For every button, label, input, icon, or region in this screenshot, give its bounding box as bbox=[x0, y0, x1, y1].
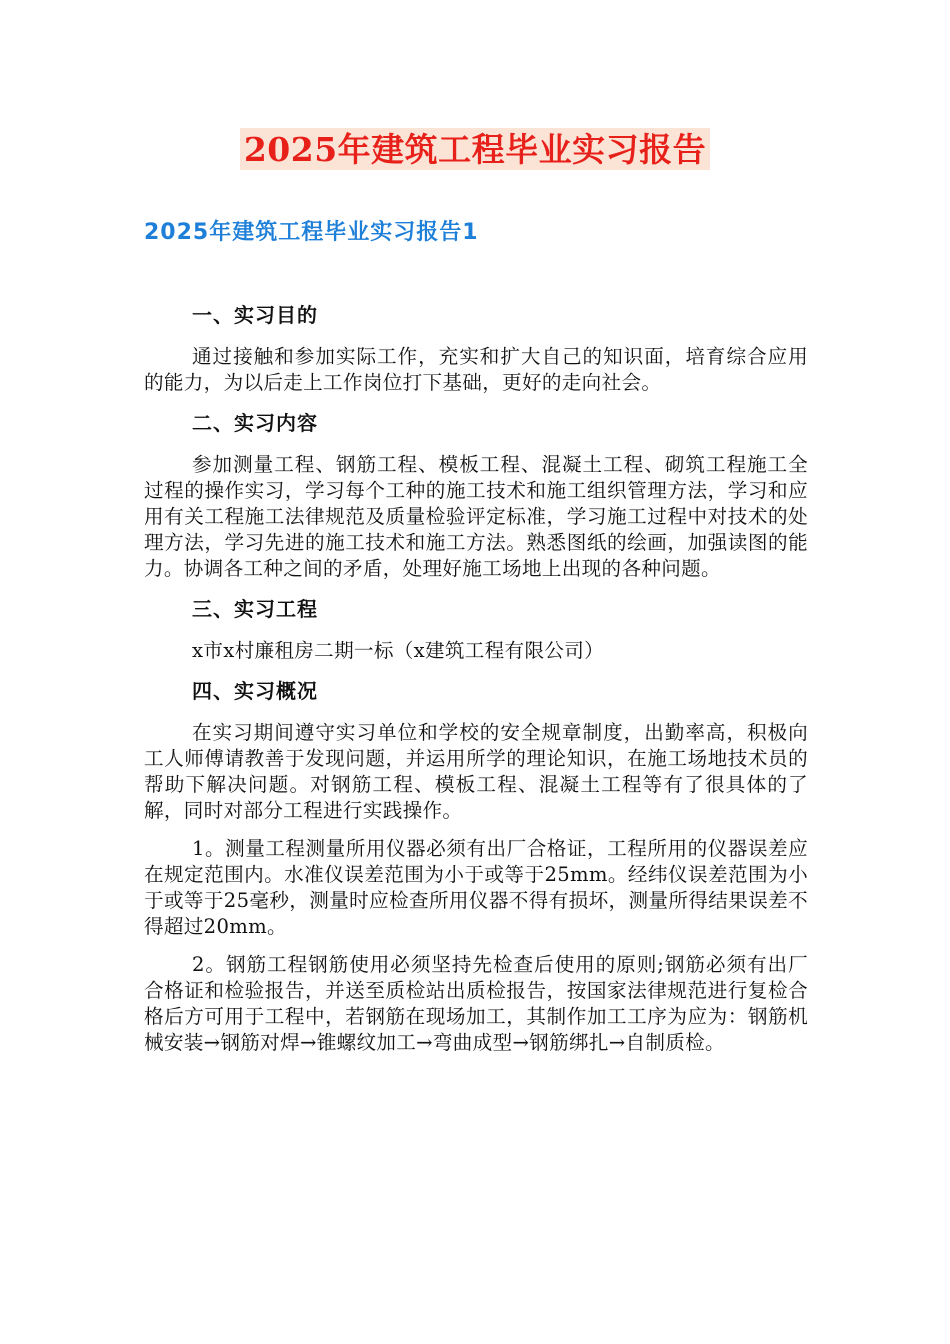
document-title: 2025年建筑工程毕业实习报告 bbox=[240, 128, 710, 170]
heading-overview: 四、实习概况 bbox=[192, 679, 318, 703]
paragraph-project: x市x村廉租房二期一标（x建筑工程有限公司） bbox=[192, 639, 605, 662]
heading-project: 三、实习工程 bbox=[192, 597, 318, 621]
paragraph-content: 参加测量工程、钢筋工程、模板工程、混凝土工程、砌筑工程施工全过程的操作实习，学习每个工种的施工技术和施工组织管理方法，学习和应用有关工程施工法律规范及质量检验评定标准，学习施工过程中对技术的处理方法，学习先进的施工技术和施工方法。熟悉图纸的绘画，加强读图的能力。协调各工种之间的矛盾，处理好施工场地上出现的各种问题。 bbox=[144, 453, 808, 580]
paragraph-purpose: 通过接触和参加实际工作，充实和扩大自己的知识面，培育综合应用的能力，为以后走上工作岗位打下基础，更好的走向社会。 bbox=[144, 345, 808, 394]
paragraph-overview: 在实习期间遵守实习单位和学校的安全规章制度，出勤率高，积极向工人师傅请教善于发现问题，并运用所学的理论知识，在施工场地技术员的帮助下解决问题。对钢筋工程、模板工程、混凝土工程等有了很具体的了解，同时对部分工程进行实践操作。 bbox=[144, 721, 808, 822]
heading-content: 二、实习内容 bbox=[192, 411, 318, 435]
heading-purpose: 一、实习目的 bbox=[192, 303, 318, 327]
section-title: 2025年建筑工程毕业实习报告1 bbox=[144, 220, 479, 245]
document-body bbox=[144, 300, 808, 1068]
paragraph-rebar: 2。钢筋工程钢筋使用必须坚持先检查后使用的原则;钢筋必须有出厂合格证和检验报告，并送至质检站出质检报告，按国家法律规范进行复检合格后方可用于工程中，若钢筋在现场加工，其制作加工工序为应为：钢筋机械安装→钢筋对焊→锥螺纹加工→弯曲成型→钢筋绑扎→自制质检。 bbox=[144, 953, 808, 1054]
document-title-container bbox=[0, 128, 950, 170]
paragraph-surveying: 1。测量工程测量所用仪器必须有出厂合格证，工程所用的仪器误差应在规定范围内。水准仪误差范围为小于或等于25mm。经纬仪误差范围为小于或等于25毫秒，测量时应检查所用仪器不得有损坏，测量所得结果误差不得超过20mm。 bbox=[144, 837, 808, 938]
